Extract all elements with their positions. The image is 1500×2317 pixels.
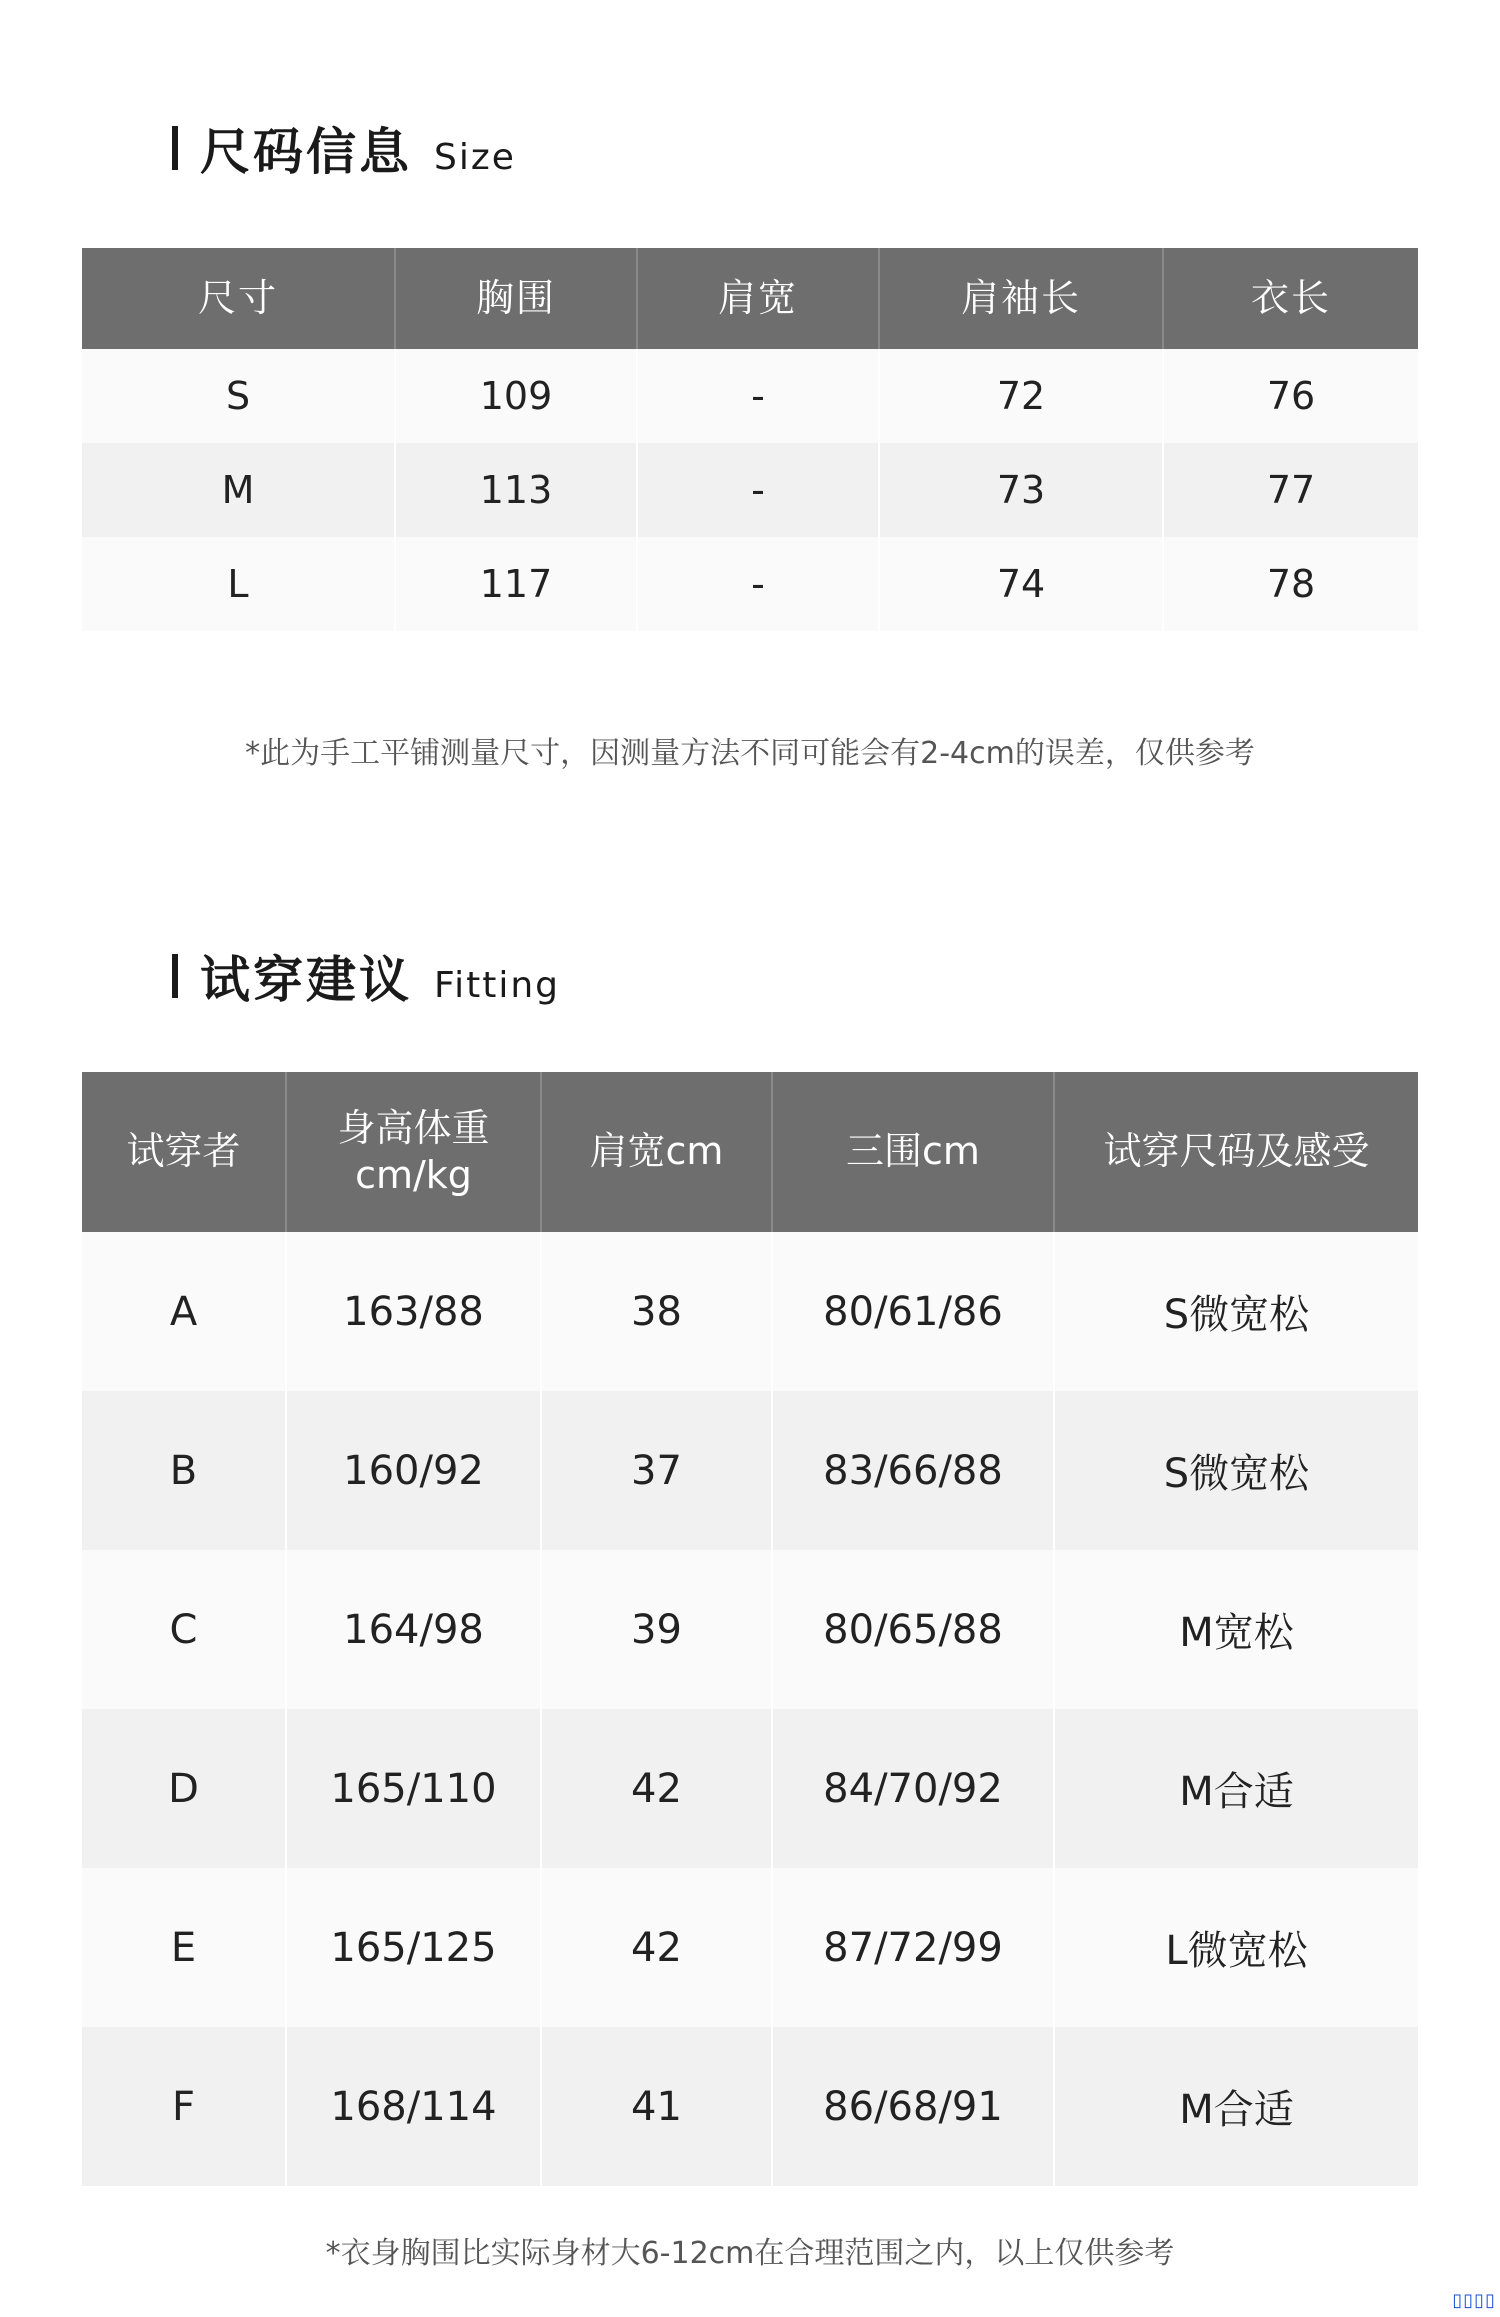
table-cell: S微宽松 [1054,1391,1418,1550]
table-cell: - [637,349,879,443]
table-cell: 83/66/88 [772,1391,1054,1550]
fitting-header-shoulder: 肩宽cm [541,1072,772,1232]
table-cell: 165/125 [286,1868,541,2027]
table-cell: M宽松 [1054,1550,1418,1709]
table-cell: 72 [879,349,1163,443]
title-bar-divider [172,954,178,998]
fitting-title-cn: 试穿建议 [200,951,412,1009]
table-cell: 77 [1163,443,1418,537]
table-row [82,537,1418,631]
size-header-size: 尺寸 [82,248,395,349]
table-cell: 86/68/91 [772,2027,1054,2186]
fitting-title-en: Fitting [434,965,560,1006]
table-cell: E [82,1868,286,2027]
table-row [82,1550,1418,1709]
table-row [82,1391,1418,1550]
size-header-sleeve: 肩袖长 [879,248,1163,349]
table-cell: - [637,537,879,631]
fitting-note: *衣身胸围比实际身材大6-12cm在合理范围之内，以上仅供参考 [325,2236,1175,2271]
fitting-header-measurements: 三围cm [772,1072,1054,1232]
table-cell: - [637,443,879,537]
table-cell: 164/98 [286,1550,541,1709]
size-header-chest: 胸围 [395,248,637,349]
header-line: 身高体重 [337,1105,490,1150]
table-row [82,443,1418,537]
table-cell: 78 [1163,537,1418,631]
title-bar-divider [172,126,178,170]
table-cell: 73 [879,443,1163,537]
table-cell: 80/61/86 [772,1232,1054,1391]
table-cell: 80/65/88 [772,1550,1054,1709]
table-cell: 163/88 [286,1232,541,1391]
table-cell: L微宽松 [1054,1868,1418,2027]
table-cell: 37 [541,1391,772,1550]
table-cell: 165/110 [286,1709,541,1868]
corner-mark: ▯▯▯▯ [1452,2290,1496,2311]
table-cell: 74 [879,537,1163,631]
fitting-table-header-row [82,1072,1418,1232]
size-section-title [172,112,516,184]
fitting-header-size-feel: 试穿尺码及感受 [1054,1072,1418,1232]
size-header-shoulder: 肩宽 [637,248,879,349]
table-row [82,2027,1418,2186]
table-row [82,1709,1418,1868]
table-cell: A [82,1232,286,1391]
table-cell: L [82,537,395,631]
size-table-header-row [82,248,1418,349]
table-cell: 160/92 [286,1391,541,1550]
table-cell: 38 [541,1232,772,1391]
table-cell: M合适 [1054,1709,1418,1868]
table-cell: F [82,2027,286,2186]
table-cell: 117 [395,537,637,631]
size-note: *此为手工平铺测量尺寸，因测量方法不同可能会有2-4cm的误差，仅供参考 [245,736,1255,771]
fitting-section-title [172,940,560,1012]
table-cell: 41 [541,2027,772,2186]
size-title-cn: 尺码信息 [200,123,412,181]
fitting-header-height-weight [286,1072,541,1232]
size-table [82,248,1418,631]
size-title-en: Size [434,137,516,178]
table-cell: 168/114 [286,2027,541,2186]
table-cell: 113 [395,443,637,537]
table-cell: 42 [541,1709,772,1868]
table-row [82,1232,1418,1391]
table-cell: S微宽松 [1054,1232,1418,1391]
table-cell: 42 [541,1868,772,2027]
table-cell: 109 [395,349,637,443]
header-unit-line: cm/kg [355,1153,472,1197]
table-cell: 84/70/92 [772,1709,1054,1868]
table-cell: M合适 [1054,2027,1418,2186]
table-cell: S [82,349,395,443]
table-row [82,349,1418,443]
table-cell: C [82,1550,286,1709]
table-cell: 39 [541,1550,772,1709]
table-cell: M [82,443,395,537]
table-cell: 87/72/99 [772,1868,1054,2027]
table-cell: D [82,1709,286,1868]
table-cell: 76 [1163,349,1418,443]
size-header-length: 衣长 [1163,248,1418,349]
fitting-header-tester: 试穿者 [82,1072,286,1232]
table-row [82,1868,1418,2027]
fitting-table [82,1072,1418,2186]
table-cell: B [82,1391,286,1550]
